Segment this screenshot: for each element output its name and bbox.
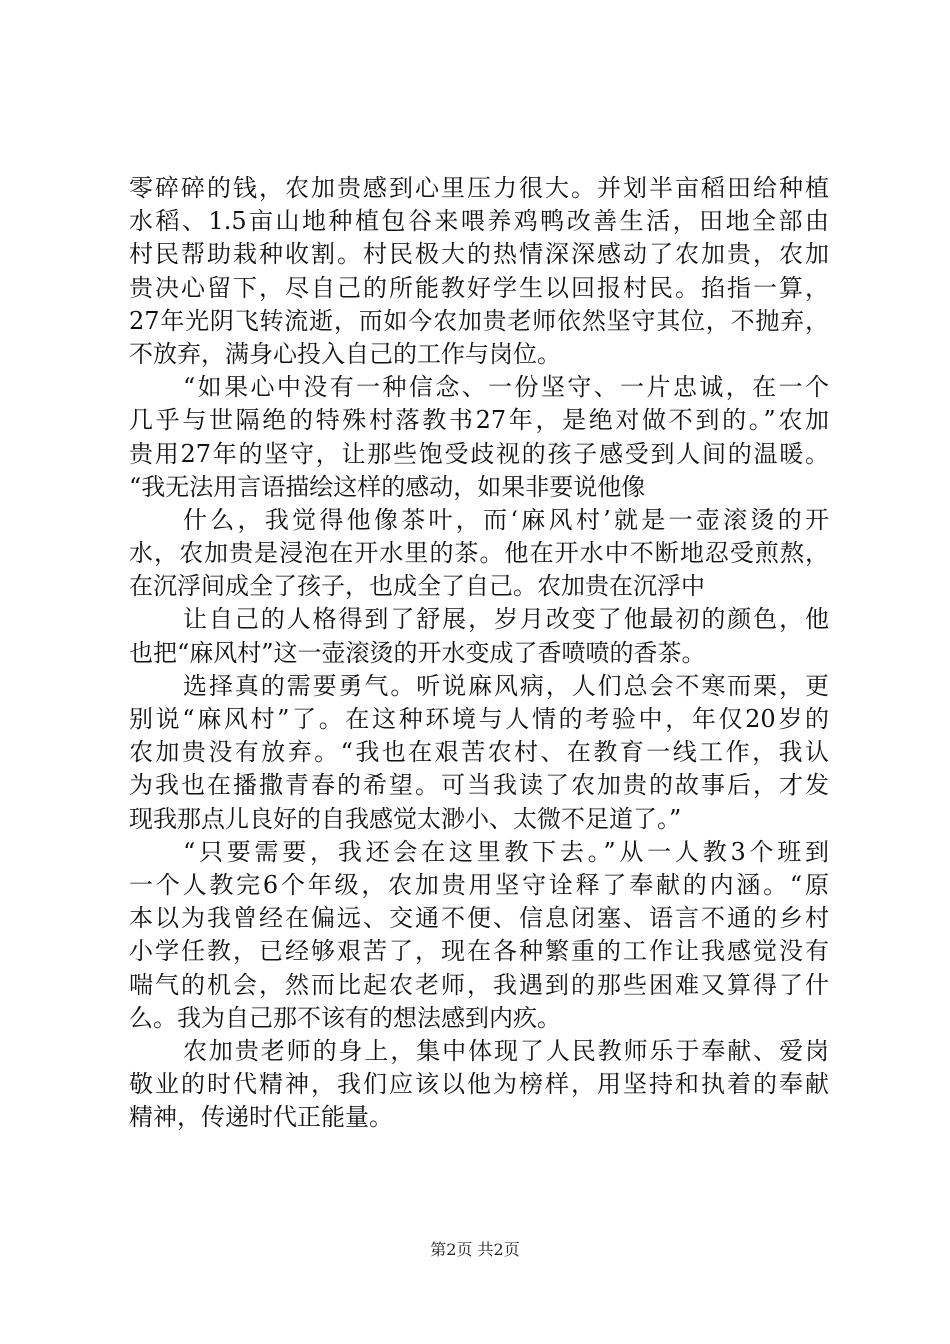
text-line: 精神，传递时代正能量。 (129, 1103, 393, 1132)
text-line: “我无法用言语描绘这样的感动，如果非要说他像 (129, 472, 646, 501)
text-line: 喘气的机会，然而比起农老师，我遇到的那些困难又算得了什 (129, 970, 829, 999)
text-line: 贵决心留下，尽自己的所能教好学生以回报村民。掐指一算， (129, 273, 829, 302)
page-footer: 第2页 共2页 (430, 1240, 520, 1259)
text-line: 村民帮助栽种收割。村民极大的热情深深感动了农加贵，农加 (129, 240, 829, 269)
text-line: 为我也在播撒青春的希望。可当我读了农加贵的故事后，才发 (129, 771, 829, 800)
text-line: “如果心中没有一种信念、一份坚守、一片忠诚，在一个 (183, 373, 829, 402)
text-line: 农加贵没有放弃。“我也在艰苦农村、在教育一线工作，我认 (129, 738, 829, 767)
text-line: 水稻、1.5亩山地种植包谷来喂养鸡鸭改善生活，田地全部由 (129, 207, 829, 236)
text-line: 零碎碎的钱，农加贵感到心里压力很大。并划半亩稻田给种植 (129, 174, 829, 202)
text-line: 也把“麻风村”这一壶滚烫的开水变成了香喷喷的香茶。 (129, 638, 706, 667)
text-line: “只要需要，我还会在这里教下去。”从一人教3个班到 (183, 837, 829, 866)
text-line: 什么，我觉得他像茶叶，而‘麻风村’就是一壶滚烫的开 (183, 505, 829, 534)
text-line: 不放弃，满身心投入自己的工作与岗位。 (129, 339, 561, 368)
text-line: 贵用27年的坚守，让那些饱受歧视的孩子感受到人间的温暖。 (129, 439, 829, 468)
text-line: 现我那点儿良好的自我感觉太渺小、太微不足道了。” (129, 804, 682, 833)
text-line: 别说“麻风村”了。在这种环境与人情的考验中，年仅20岁的 (129, 705, 829, 733)
text-line: 选择真的需要勇气。听说麻风病，人们总会不寒而栗，更 (183, 671, 829, 700)
text-line: 一个人教完6个年级，农加贵用坚守诠释了奉献的内涵。“原 (129, 870, 829, 899)
text-line: 水，农加贵是浸泡在开水里的茶。他在开水中不断地忍受煎熬， (129, 539, 829, 568)
article-body (129, 172, 829, 1134)
text-line: 本以为我曾经在偏远、交通不便、信息闭塞、语言不通的乡村 (129, 904, 829, 933)
text-line: 敬业的时代精神，我们应该以他为榜样，用坚持和执着的奉献 (129, 1070, 829, 1099)
text-line: 让自己的人格得到了舒展，岁月改变了他最初的颜色，他 (183, 605, 829, 634)
text-line: 在沉浮间成全了孩子，也成全了自己。农加贵在沉浮中 (129, 572, 705, 601)
text-line: 农加贵老师的身上，集中体现了人民教师乐于奉献、爱岗 (183, 1036, 829, 1065)
text-line: 几乎与世隔绝的特殊村落教书27年，是绝对做不到的。”农加 (129, 406, 829, 435)
text-line: 小学任教，已经够艰苦了，现在各种繁重的工作让我感觉没有 (129, 937, 829, 966)
text-line: 27年光阴飞转流逝，而如今农加贵老师依然坚守其位，不抛弃， (129, 306, 829, 335)
text-line: 么。我为自己那不该有的想法感到内疚。 (129, 1003, 561, 1032)
